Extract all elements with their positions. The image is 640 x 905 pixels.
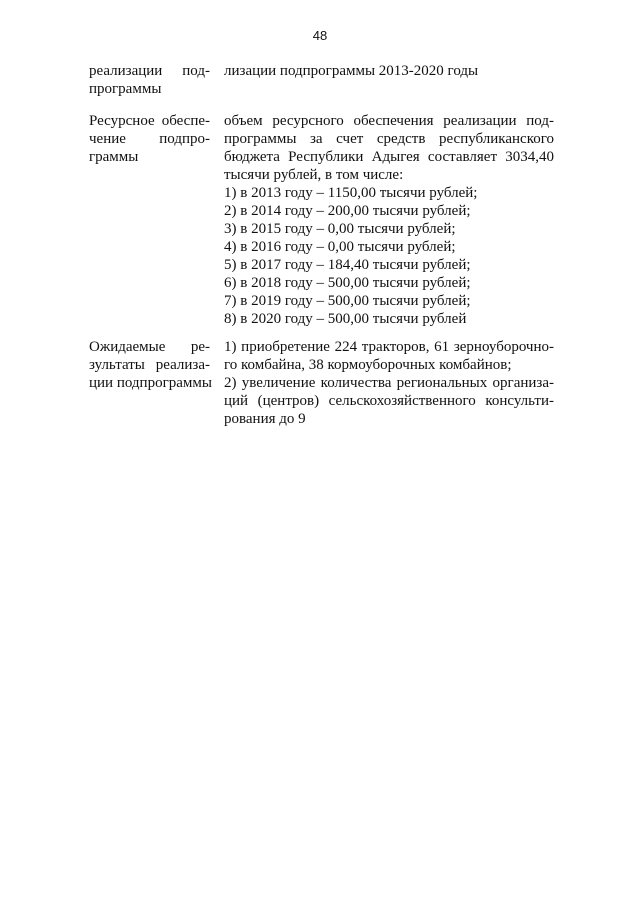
page-number: 48 <box>312 28 328 43</box>
left-cell-line: ции подпрограммы <box>89 375 212 391</box>
right-cell-line: го комбайна, 38 кормоуборочных комбайнов; <box>224 357 512 373</box>
left-cell-line: чение подпро- <box>89 131 210 147</box>
right-cell-line: программы за счет средств республиканского <box>224 131 554 147</box>
left-cell-line: программы <box>89 81 162 97</box>
right-cell-line: 5) в 2017 году – 184,40 тысячи рублей; <box>224 257 471 273</box>
left-cell-line: реализации под- <box>89 63 210 79</box>
left-cell-line: граммы <box>89 149 139 165</box>
right-cell-line: 2) увеличение количества региональных организа- <box>224 375 554 391</box>
right-cell-line: объем ресурсного обеспечения реализации под- <box>224 113 554 129</box>
right-cell-line: 1) в 2013 году – 1150,00 тысячи рублей; <box>224 185 478 201</box>
right-cell-line: рования до 9 <box>224 411 306 427</box>
right-cell-line: ций (центров) сельскохозяйственного консульти- <box>224 393 554 409</box>
right-cell-line: 3) в 2015 году – 0,00 тысячи рублей; <box>224 221 456 237</box>
left-cell-line: Ресурсное обеспе- <box>89 113 210 129</box>
left-cell-line: зультаты реализа- <box>89 357 210 373</box>
right-cell-line: 4) в 2016 году – 0,00 тысячи рублей; <box>224 239 456 255</box>
right-cell-line: лизации подпрограммы 2013-2020 годы <box>224 63 479 79</box>
right-cell-line: бюджета Республики Адыгея составляет 3034,40 <box>224 149 554 165</box>
right-cell-line: 7) в 2019 году – 500,00 тысячи рублей; <box>224 293 471 309</box>
right-cell-line: 8) в 2020 году – 500,00 тысячи рублей <box>224 311 467 327</box>
right-cell-line: 1) приобретение 224 тракторов, 61 зерноуборочно- <box>224 339 554 355</box>
right-cell-line: тысячи рублей, в том числе: <box>224 167 404 183</box>
right-cell-line: 6) в 2018 году – 500,00 тысячи рублей; <box>224 275 471 291</box>
right-cell-line: 2) в 2014 году – 200,00 тысячи рублей; <box>224 203 471 219</box>
left-cell-line: Ожидаемые ре- <box>89 339 210 355</box>
